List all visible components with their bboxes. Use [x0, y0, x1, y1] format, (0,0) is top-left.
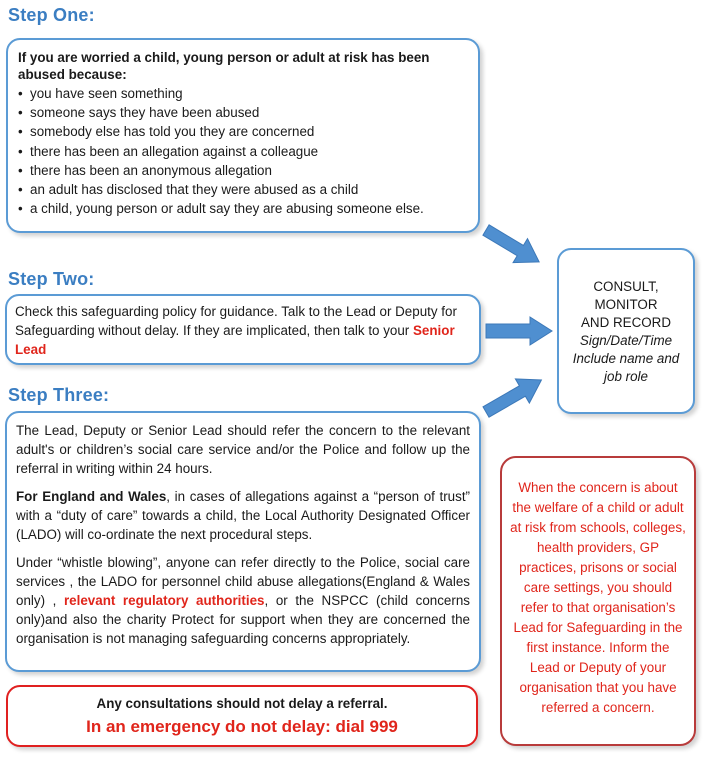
- bullet-icon: •: [18, 124, 23, 140]
- emergency-line-2: In an emergency do not delay: dial 999: [86, 717, 398, 736]
- regulatory-authorities-highlight: relevant regulatory authorities: [63, 593, 265, 608]
- list-item: • there has been an anonymous allegation: [18, 161, 468, 180]
- consult-line-2: MONITOR: [594, 297, 658, 312]
- list-item: • a child, young person or adult say they are abusing someone else.: [18, 199, 468, 218]
- consult-monitor-record-box: [557, 248, 695, 414]
- step-two-box: [5, 294, 481, 365]
- step-three-box: [5, 411, 481, 672]
- arrow-step-three-to-consult: [478, 368, 564, 420]
- consult-line-1: CONSULT,: [593, 279, 659, 294]
- step-two-text: Check this safeguarding policy for guidance. Talk to the Lead or Deputy for Safeguarding without delay. If they are implicated, then talk to your Senior Lead: [15, 304, 457, 357]
- step-three-para-3: Under “whistle blowing”, anyone can refer directly to the Police, social care services , the LADO for personnel child abuse allegations(England & Wales only) , relevant regulatory authorities, or the NSPCC (child concerns only)and also the charity Protect for support when they are concerned the organisation is not managing safeguarding concerns appropriately.: [16, 555, 470, 646]
- list-item: • you have seen something: [18, 84, 468, 103]
- bullet-icon: •: [18, 162, 23, 178]
- emergency-line-1: Any consultations should not delay a referral.: [96, 696, 388, 711]
- bullet-icon: •: [18, 86, 23, 101]
- step-one-bullet-list: [18, 84, 468, 218]
- consult-italic-1: Sign/Date/Time: [579, 333, 673, 348]
- step-three-para-2: For England and Wales, in cases of allegations against a “person of trust” with a “duty of care” towards a child, the Local Authority Designated Officer (LADO) will co-ordinate the next procedural steps.: [16, 489, 470, 542]
- step-one-box: [6, 38, 480, 233]
- arrow-step-one-to-consult: [480, 222, 560, 272]
- side-note-box: [500, 456, 696, 746]
- bullet-icon: •: [18, 105, 23, 121]
- side-note-text: When the concern is about the welfare of a child or adult at risk from schools, colleges, health providers, GP practices, prisons or social care settings, you should refer to that organisation’s Lead for Safeguarding in the first instance. Inform the Lead or Deputy of your organisation that you have referred a concern.: [510, 480, 686, 715]
- senior-lead-highlight: Senior Lead: [15, 323, 455, 357]
- list-item: • there has been an allegation against a colleague: [18, 142, 468, 161]
- bullet-icon: •: [18, 182, 23, 198]
- step-one-heading: Step One:: [8, 5, 95, 25]
- consult-line-3: AND RECORD: [580, 315, 672, 330]
- step-two-heading: Step Two:: [8, 269, 95, 289]
- step-three-heading: Step Three:: [8, 385, 110, 405]
- arrow-step-two-to-consult: [484, 316, 556, 346]
- list-item: • an adult has disclosed that they were abused as a child: [18, 180, 468, 199]
- consult-italic-2: Include name and job role: [572, 351, 680, 384]
- list-item: • somebody else has told you they are concerned: [18, 122, 468, 141]
- bullet-icon: •: [18, 143, 23, 159]
- step-three-para-1: The Lead, Deputy or Senior Lead should refer the concern to the relevant adult's or children’s social care service and/or the Police and follow up the referral in writing within 24 hours.: [16, 423, 470, 476]
- bullet-icon: •: [18, 201, 23, 217]
- step-one-lead: If you are worried a child, young person or adult at risk has been abused because:: [18, 50, 430, 82]
- emergency-box: [6, 685, 478, 747]
- list-item: • someone says they have been abused: [18, 103, 468, 122]
